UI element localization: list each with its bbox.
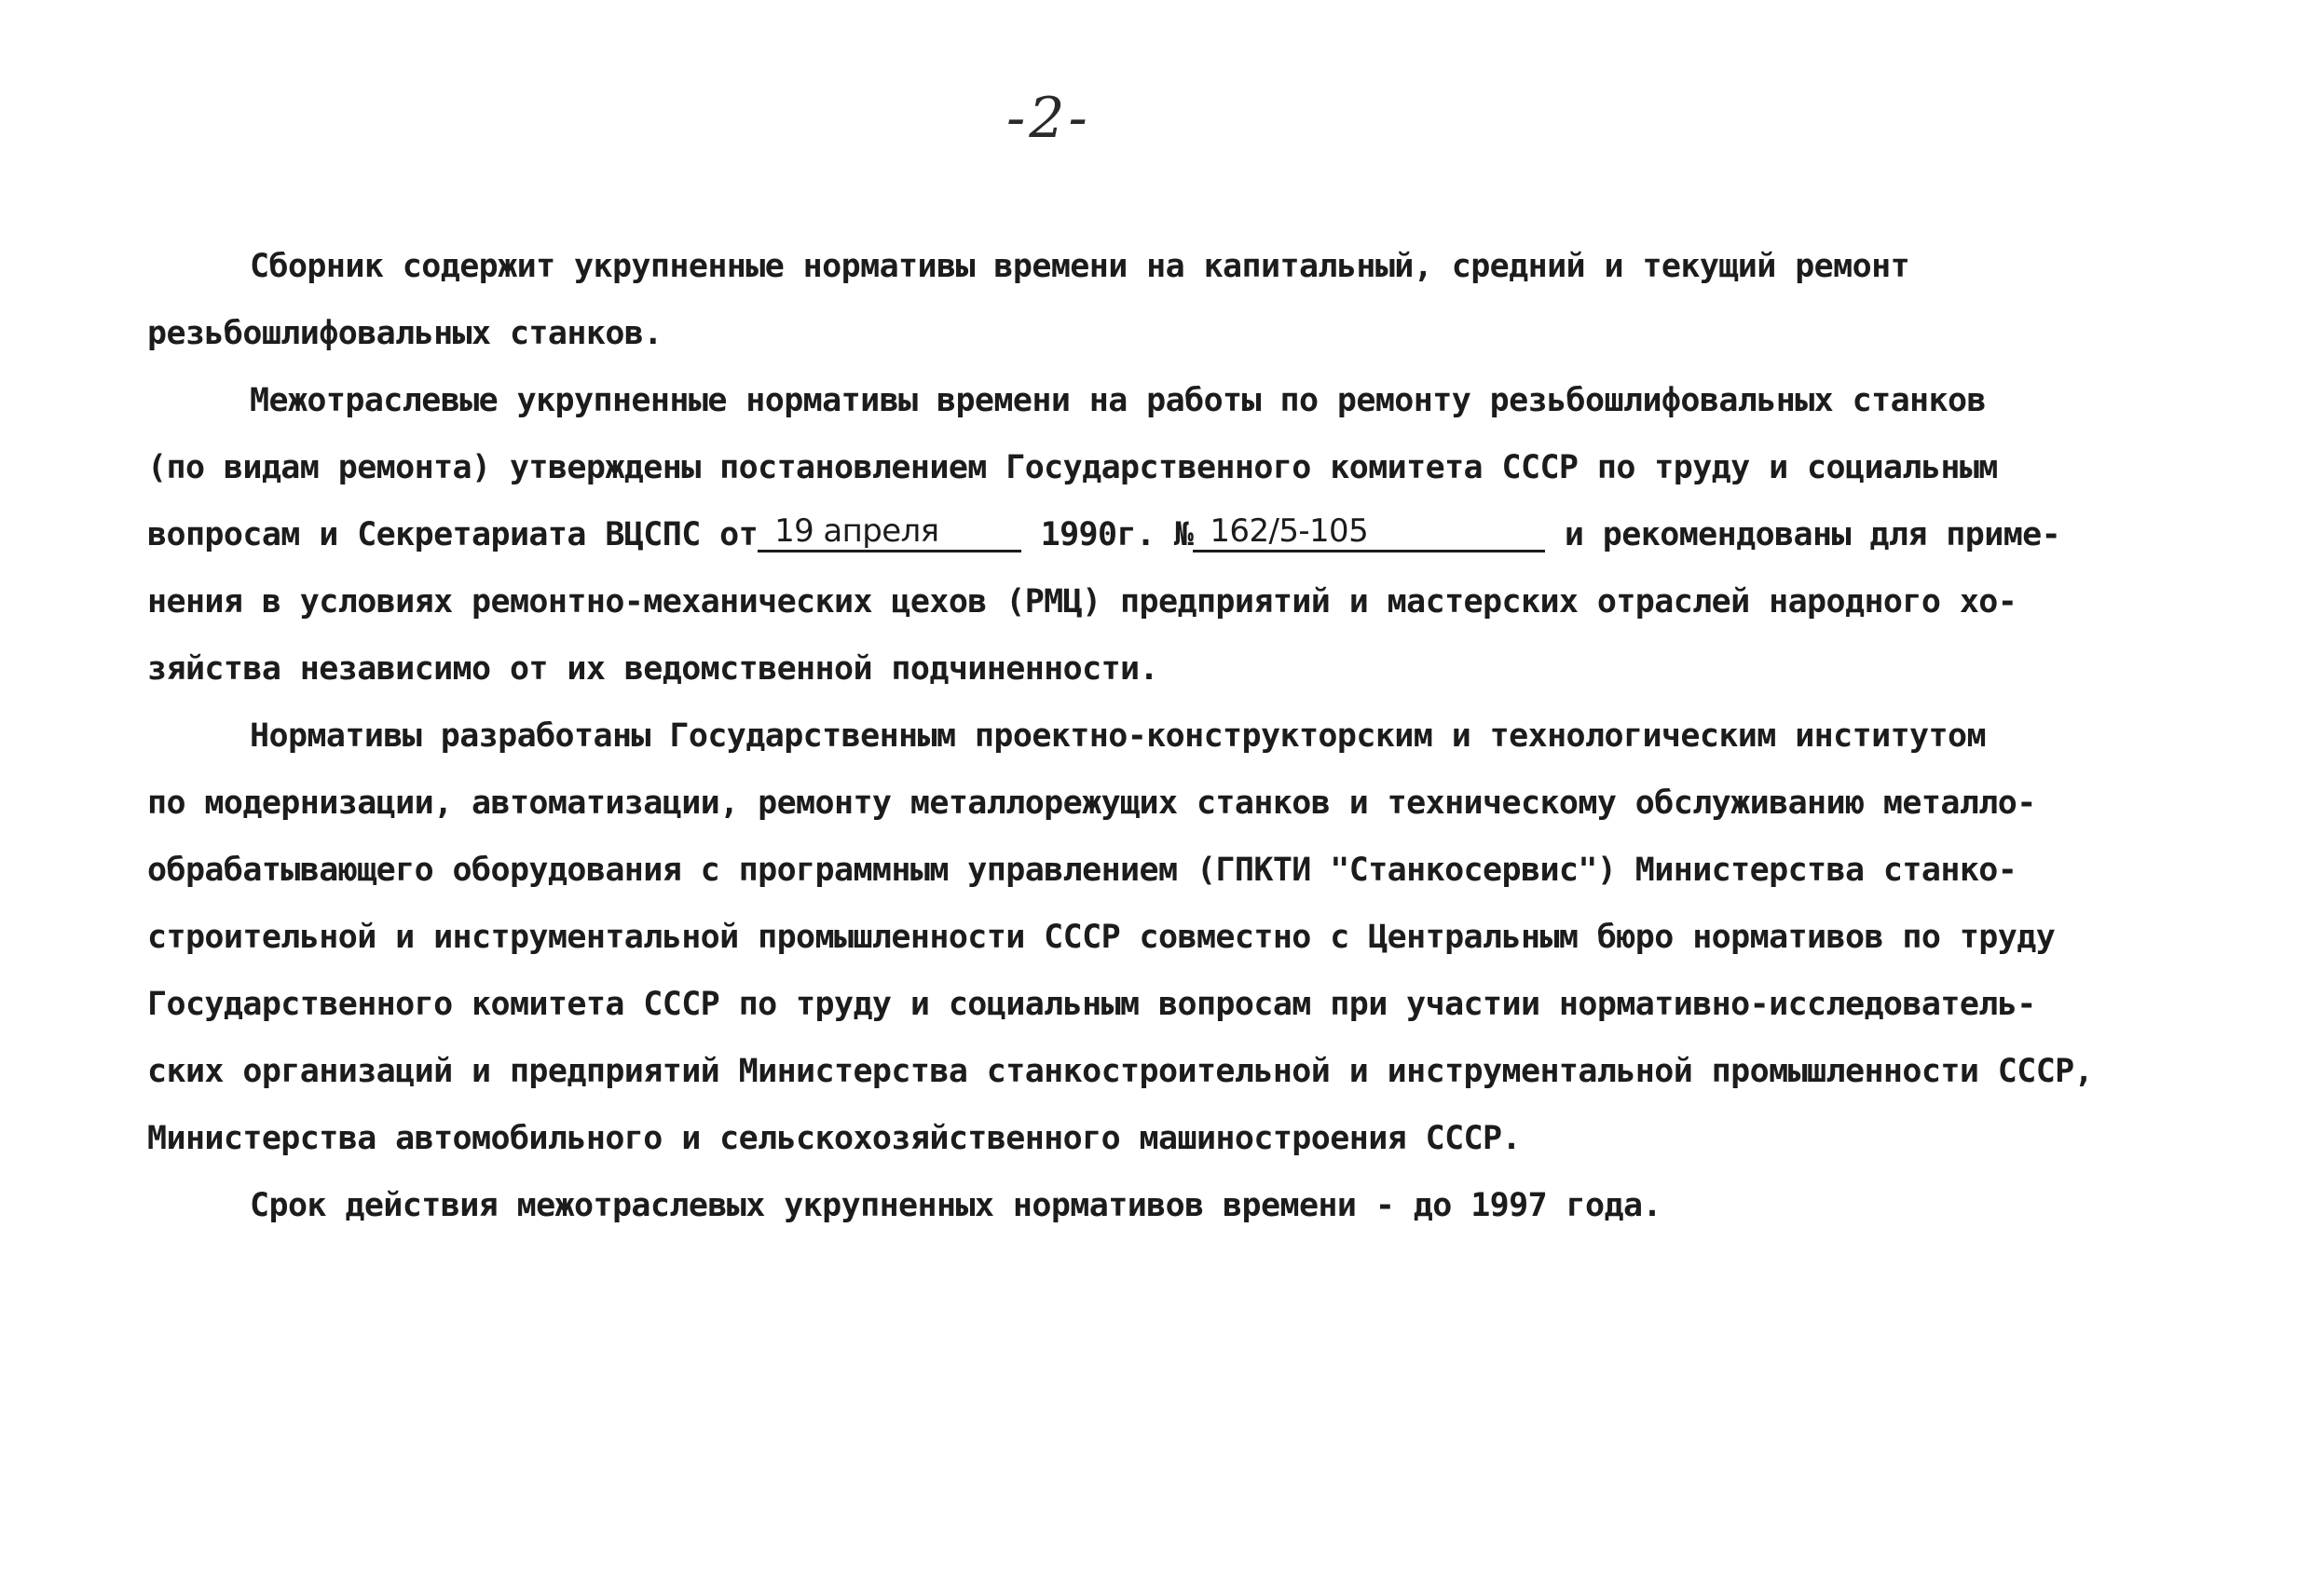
text-line: строительной и инструментальной промышленности СССР совместно с Центральным бюро нормативов по труду — [147, 919, 2056, 956]
resolution-number-field: 162/5-105 — [1193, 512, 1545, 552]
text-line: Министерства автомобильного и сельскохозяйственного машиностроения СССР. — [147, 1120, 1521, 1157]
text-line: Сборник содержит укрупненные нормативы времени на капитальный, средний и текущий ремонт — [250, 248, 1910, 285]
text-segment: 1990г. № — [1040, 516, 1194, 553]
text-line: зяйства независимо от их ведомственной подчиненности. — [147, 650, 1159, 688]
text-line: ских организаций и предприятий Министерства станкостроительной и инструментальной промышленности СССР, — [147, 1053, 2094, 1090]
text-line: Нормативы разработаны Государственным проектно-конструкторским и технологическим институтом — [250, 717, 1986, 755]
paragraph-developers — [147, 703, 2235, 1172]
paragraph-validity — [147, 1172, 2235, 1239]
approval-date-field: 19 апреля — [758, 512, 1021, 552]
paragraph-approval — [147, 367, 2235, 703]
text-line: нения в условиях ремонтно-механических цехов (РМЦ) предприятий и мастерских отраслей народного хо- — [147, 583, 2017, 621]
text-segment: и рекомендованы для приме- — [1564, 516, 2061, 553]
text-line: обрабатывающего оборудования с программным управлением (ГПКТИ "Станкосервис") Министерства станко- — [147, 852, 2017, 889]
text-line-with-fields — [147, 501, 2235, 568]
text-line: по модернизации, автоматизации, ремонту металлорежущих станков и техническому обслуживанию металло- — [147, 784, 2036, 822]
document-body — [147, 233, 2235, 1239]
paragraph-scope — [147, 233, 2235, 367]
page-number: -2- — [1006, 86, 1091, 151]
text-line: Межотраслевые укрупненные нормативы времени на работы по ремонту резьбошлифовальных станков — [250, 382, 1986, 419]
text-line: (по видам ремонта) утверждены постановлением Государственного комитета СССР по труду и социальным — [147, 449, 1998, 486]
text-line: Государственного комитета СССР по труду и социальным вопросам при участии нормативно-исследователь- — [147, 986, 2036, 1023]
text-line: Срок действия межотраслевых укрупненных нормативов времени - до 1997 года. — [250, 1187, 1661, 1224]
text-line: резьбошлифовальных станков. — [147, 315, 663, 352]
text-segment: вопросам и Секретариата ВЦСПС от — [147, 516, 759, 553]
